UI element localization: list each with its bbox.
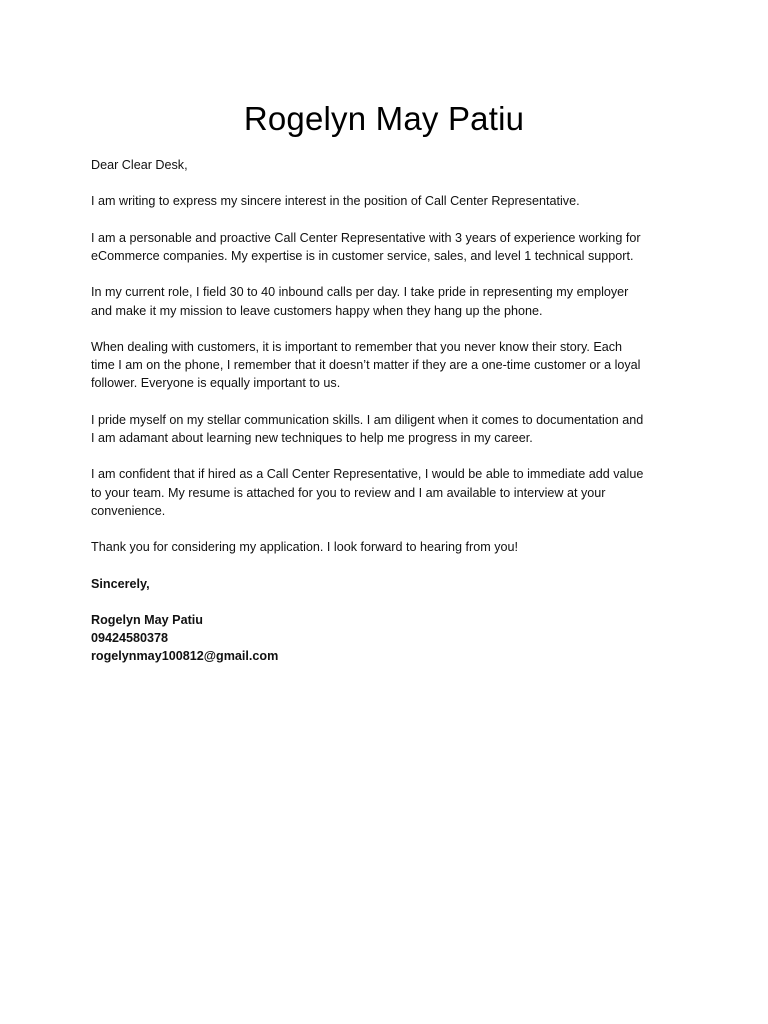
paragraph-2 [91, 229, 683, 265]
salutation [91, 156, 683, 174]
paragraph-line: eCommerce companies. My expertise is in customer service, sales, and level 1 technical support. [91, 248, 634, 263]
paragraph-3 [91, 283, 683, 319]
signature-name: Rogelyn May Patiu [91, 612, 203, 627]
signature-email: rogelynmay100812@gmail.com [91, 649, 279, 664]
salutation-line: Dear Clear Desk, [91, 158, 188, 172]
paragraph-line: Thank you for considering my application. I look forward to hearing from you! [91, 540, 519, 555]
paragraph-line: I pride myself on my stellar communication skills. I am diligent when it comes to documentation and [91, 412, 644, 427]
paragraph-line: I am a personable and proactive Call Center Representative with 3 years of experience working for [91, 230, 641, 245]
paragraph-7 [91, 538, 683, 556]
paragraph-5 [91, 411, 683, 447]
paragraph-line: I am writing to express my sincere interest in the position of Call Center Representative. [91, 194, 580, 209]
signature-phone: 09424580378 [91, 631, 169, 646]
paragraph-6 [91, 465, 683, 520]
paragraph-line: When dealing with customers, it is important to remember that you never know their story. Each [91, 339, 623, 354]
signature-block [91, 611, 683, 666]
paragraph-line: I am adamant about learning new techniques to help me progress in my career. [91, 430, 533, 445]
paragraph-line: and make it my mission to leave customers happy when they hang up the phone. [91, 303, 543, 318]
paragraph-4 [91, 338, 683, 393]
letter-body [91, 156, 683, 666]
paragraph-line: In my current role, I field 30 to 40 inbound calls per day. I take pride in representing my employer [91, 285, 629, 300]
paragraph-line: time I am on the phone, I remember that it doesn’t matter if they are a one-time customer or a loyal [91, 358, 641, 373]
paragraph-line: to your team. My resume is attached for you to review and I am available to interview at your [91, 485, 606, 500]
document-title: Rogelyn May Patiu [243, 100, 525, 137]
paragraph-line: follower. Everyone is equally important to us. [91, 376, 341, 391]
closing: Sincerely, [91, 576, 150, 591]
paragraph-line: convenience. [91, 503, 166, 518]
paragraph-1 [91, 192, 683, 210]
paragraph-line: I am confident that if hired as a Call Center Representative, I would be able to immediate add value [91, 467, 644, 482]
